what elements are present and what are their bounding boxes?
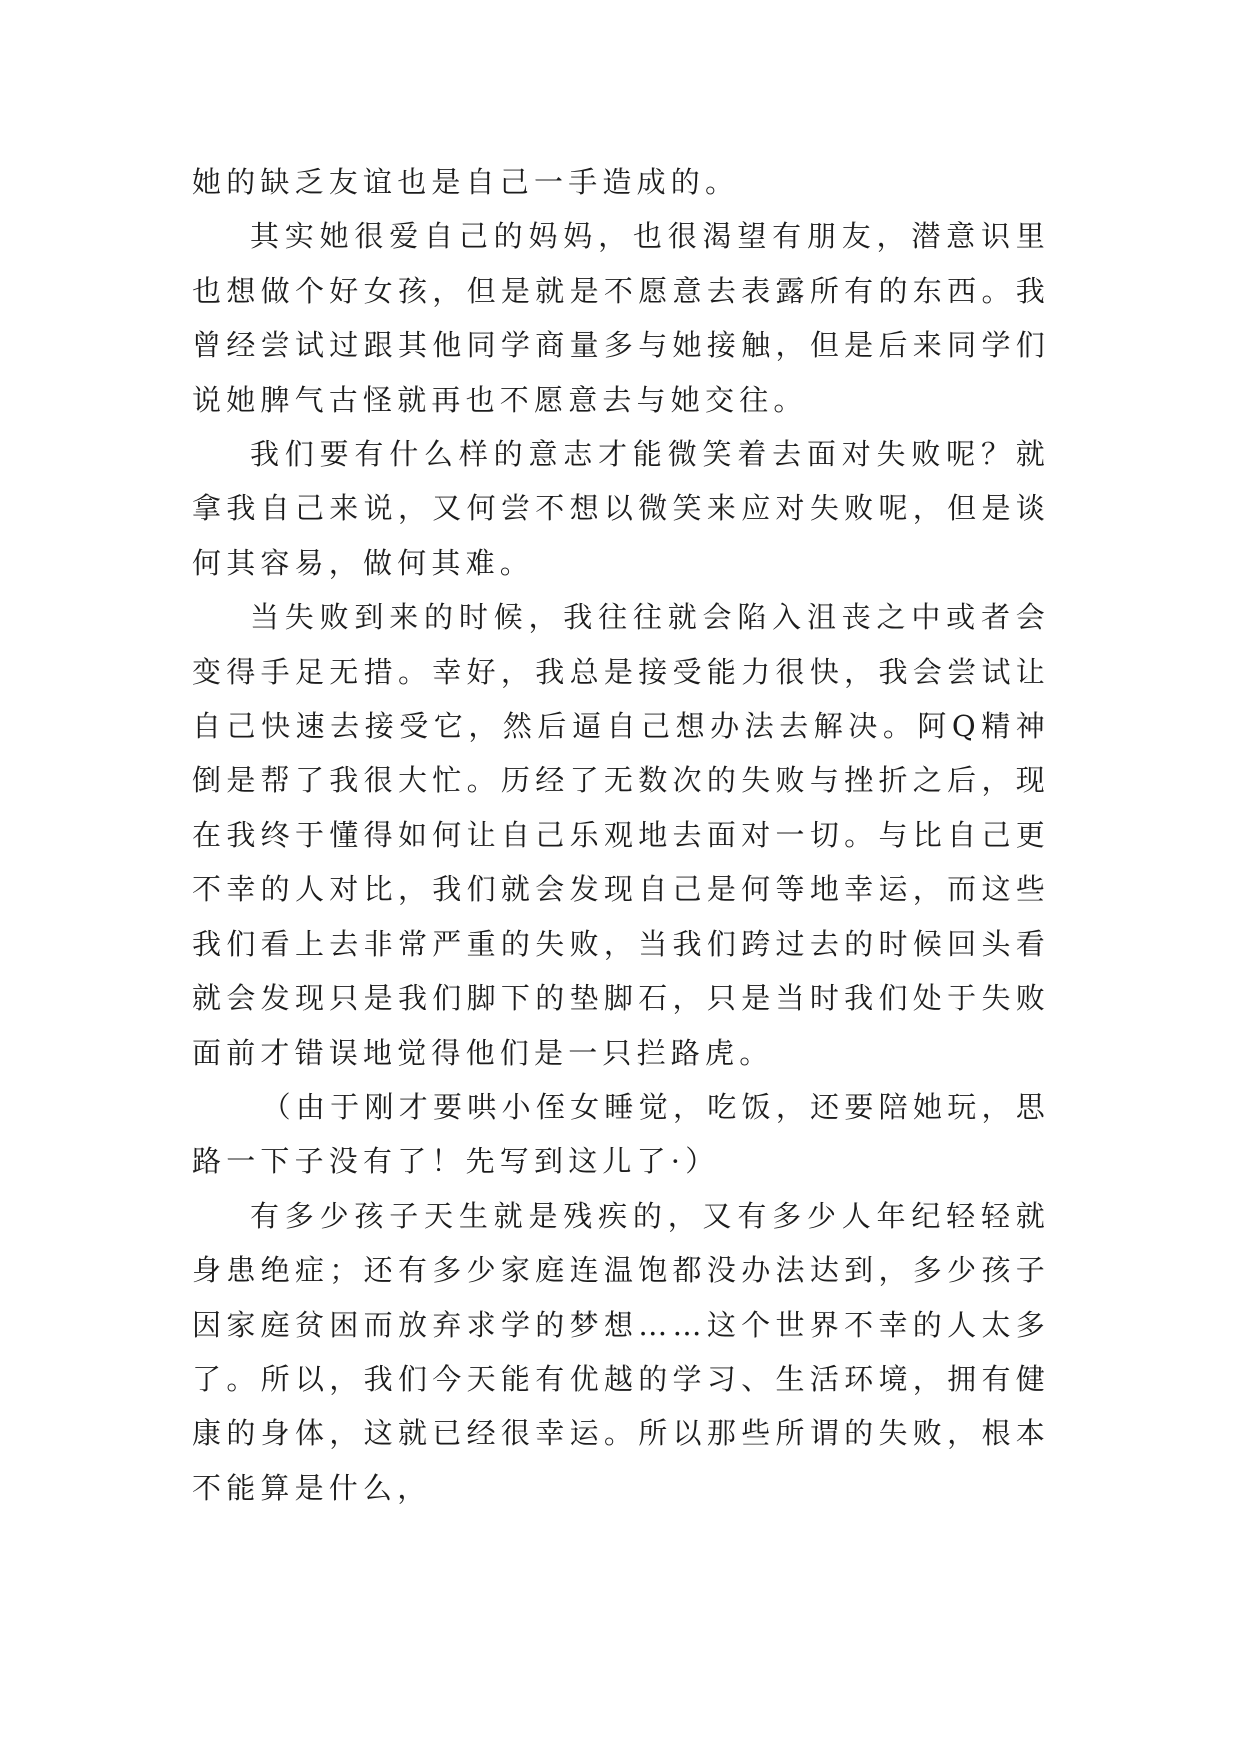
paragraph: 有多少孩子天生就是残疾的，又有多少人年纪轻轻就身患绝症；还有多少家庭连温饱都没办法达到，多少孩子因家庭贫困而放弃求学的梦想……这个世界不幸的人太多了。所以，我们今天能有优越的学习、生活环境，拥有健康的身体，这就已经很幸运。所以那些所谓的失败，根本不能算是什么， (192, 1198, 1050, 1505)
document-body (192, 155, 1050, 1515)
paragraph: 其实她很爱自己的妈妈，也很渴望有朋友，潜意识里也想做个好女孩，但是就是不愿意去表露所有的东西。我曾经尝试过跟其他同学商量多与她接触，但是后来同学们说她脾气古怪就再也不愿意去与她交往。 (192, 219, 1050, 417)
paragraph-continuation: 她的缺乏友谊也是自己一手造成的。 (192, 165, 740, 199)
paragraph: 我们要有什么样的意志才能微笑着去面对失败呢？就拿我自己来说，又何尝不想以微笑来应对失败呢，但是谈何其容易，做何其难。 (192, 437, 1050, 580)
paragraph-note: （由于刚才要哄小侄女睡觉，吃饭，还要陪她玩，思路一下子没有了！先写到这儿了·） (192, 1089, 1050, 1179)
paragraph: 当失败到来的时候，我往往就会陷入沮丧之中或者会变得手足无措。幸好，我总是接受能力很快，我会尝试让自己快速去接受它，然后逼自己想办法去解决。阿Q精神倒是帮了我很大忙。历经了无数次的失败与挫折之后，现在我终于懂得如何让自己乐观地去面对一切。与比自己更不幸的人对比，我们就会发现自己是何等地幸运，而这些我们看上去非常严重的失败，当我们跨过去的时候回头看就会发现只是我们脚下的垫脚石，只是当时我们处于失败面前才错误地觉得他们是一只拦路虎。 (192, 600, 1050, 1070)
